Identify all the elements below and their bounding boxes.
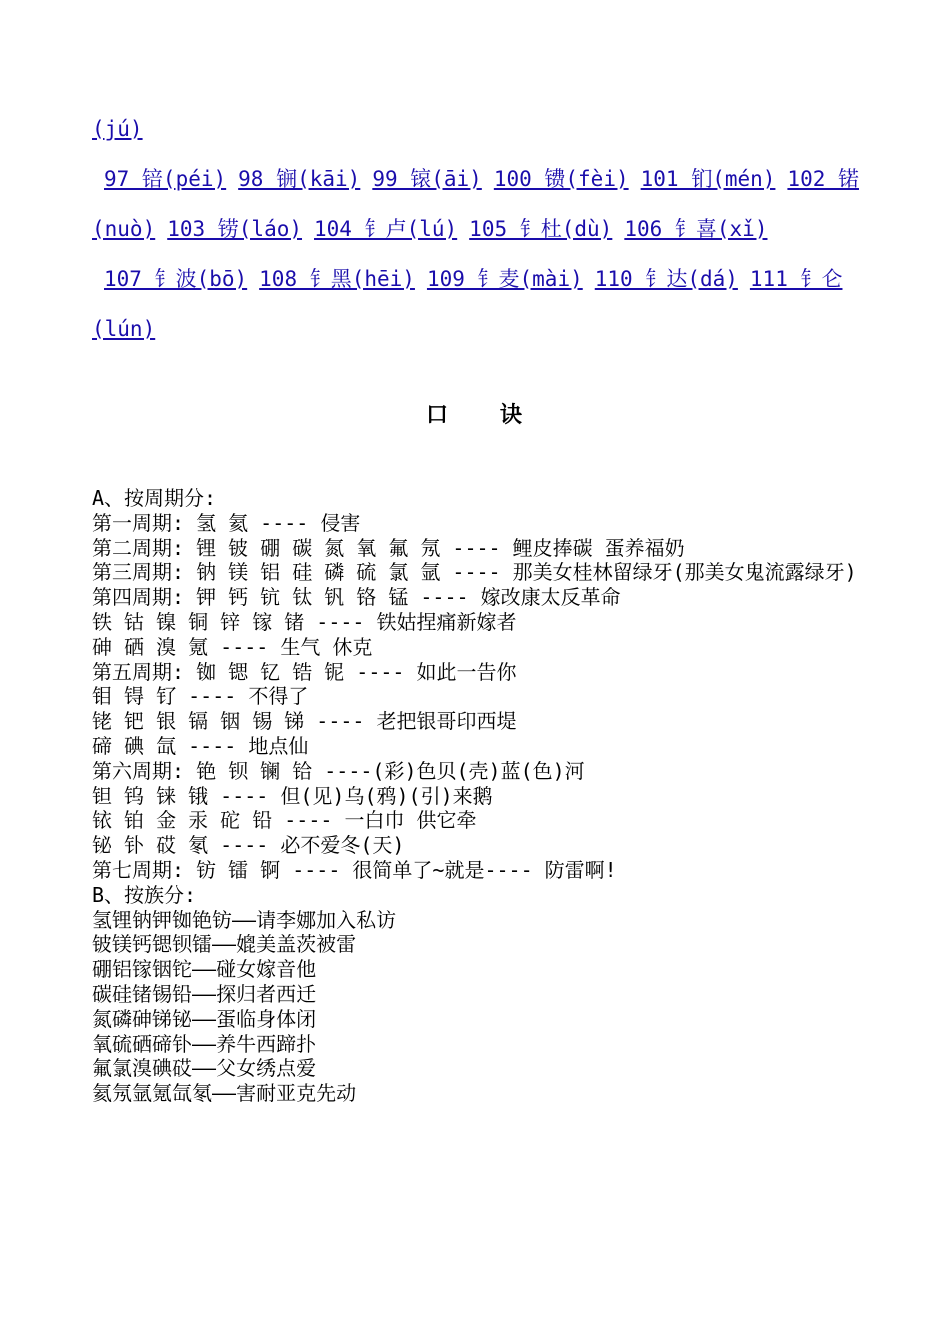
- mnemonic-line: 第五周期: 铷 锶 钇 锆 铌 ---- 如此一告你: [92, 659, 517, 684]
- element-link[interactable]: (jú): [92, 117, 143, 141]
- link-line-1: [92, 104, 867, 154]
- mnemonic-line: 铋 钋 砹 氡 ---- 必不爱冬(天): [92, 833, 405, 858]
- mnemonic-line: B、按族分:: [92, 882, 197, 907]
- mnemonic-line: 第二周期: 锂 铍 硼 碳 氮 氧 氟 氖 ---- 鲤皮捧碳 蛋养福奶: [92, 535, 685, 560]
- element-link-100[interactable]: 100 镄(fèi): [493, 167, 629, 191]
- element-link-103[interactable]: 103 铹(láo): [167, 217, 303, 241]
- mnemonic-line: 硼铝镓铟铊——碰女嫁音他: [92, 957, 317, 982]
- mnemonic-line: 氢锂钠钾铷铯钫——请李娜加入私访: [92, 907, 397, 932]
- section-title: [0, 398, 950, 429]
- mnemonic-line: A、按周期分:: [92, 486, 217, 510]
- link-line-5: [92, 304, 867, 354]
- element-link-110[interactable]: 110 钅达(dá): [594, 267, 738, 291]
- link-line-3: [92, 204, 867, 254]
- mnemonic-line: 第四周期: 钾 钙 钪 钛 钒 铬 锰 ---- 嫁改康太反革命: [92, 585, 621, 610]
- section-title-right: 诀: [500, 402, 525, 428]
- mnemonic-line: 碲 碘 氙 ---- 地点仙: [92, 733, 309, 758]
- mnemonic-line: 氧硫硒碲钋——养牛西蹄扑: [92, 1031, 317, 1056]
- element-link-109[interactable]: 109 钅麦(mài): [426, 267, 583, 291]
- mnemonic-line: 砷 硒 溴 氪 ---- 生气 休克: [92, 634, 373, 659]
- element-link-111[interactable]: 111 钅仑: [749, 267, 843, 291]
- mnemonic-line: 第六周期: 铯 钡 镧 铪 ----(彩)色贝(壳)蓝(色)河: [92, 758, 585, 783]
- mnemonic-line: 铁 钴 镍 铜 锌 镓 锗 ---- 铁姑捏痛新嫁者: [92, 609, 517, 634]
- mnemonics-list: [92, 486, 867, 1106]
- mnemonic-line: 第七周期: 钫 镭 锕 ---- 很简单了~就是---- 防雷啊!: [92, 857, 617, 882]
- mnemonic-line: 钼 锝 钌 ---- 不得了: [92, 684, 309, 709]
- element-link-106[interactable]: 106 钅喜(xǐ): [624, 217, 768, 241]
- element-link-107[interactable]: 107 钅波(bō): [104, 267, 248, 291]
- element-link-111-pinyin[interactable]: (lún): [92, 317, 156, 341]
- link-line-2: [92, 154, 867, 204]
- element-link-102[interactable]: 102 锘: [787, 167, 859, 191]
- element-link-98[interactable]: 98 锎(kāi): [238, 167, 361, 191]
- mnemonic-line: 钽 钨 铼 锇 ---- 但(见)乌(鸦)(引)来鹅: [92, 783, 493, 808]
- mnemonic-line: 氮磷砷锑铋——蛋临身体闭: [92, 1006, 317, 1031]
- mnemonic-line: 碳硅锗锡铅——探归者西迁: [92, 981, 317, 1006]
- element-link-105[interactable]: 105 钅杜(dù): [469, 217, 613, 241]
- element-link-101[interactable]: 101 钔(mén): [640, 167, 776, 191]
- element-link-99[interactable]: 99 锿(āi): [372, 167, 482, 191]
- element-links-section: [92, 104, 867, 354]
- element-link-104[interactable]: 104 钅卢(lú): [314, 217, 458, 241]
- mnemonic-line: 氦氖氩氪氙氡——害耐亚克先动: [92, 1081, 357, 1106]
- mnemonic-line: 铍镁钙锶钡镭——媲美盖茨被雷: [92, 932, 357, 957]
- mnemonic-line: 铑 钯 银 镉 铟 锡 锑 ---- 老把银哥印西堤: [92, 709, 517, 734]
- link-line-4: [92, 254, 867, 304]
- mnemonic-line: 氟氯溴碘砹——父女绣点爱: [92, 1056, 317, 1081]
- element-link-97[interactable]: 97 锫(péi): [104, 167, 227, 191]
- element-link-108[interactable]: 108 钅黑(hēi): [259, 267, 415, 291]
- mnemonic-line: 铱 铂 金 汞 砣 铅 ---- 一白巾 供它牵: [92, 808, 477, 833]
- mnemonic-line: 第三周期: 钠 镁 铝 硅 磷 硫 氯 氩 ---- 那美女桂林留绿牙(那美女鬼流露绿牙): [92, 560, 857, 585]
- section-title-left: 口: [425, 402, 450, 428]
- element-link-102-pinyin[interactable]: (nuò): [92, 217, 156, 241]
- mnemonic-line: 第一周期: 氢 氦 ---- 侵害: [92, 510, 361, 535]
